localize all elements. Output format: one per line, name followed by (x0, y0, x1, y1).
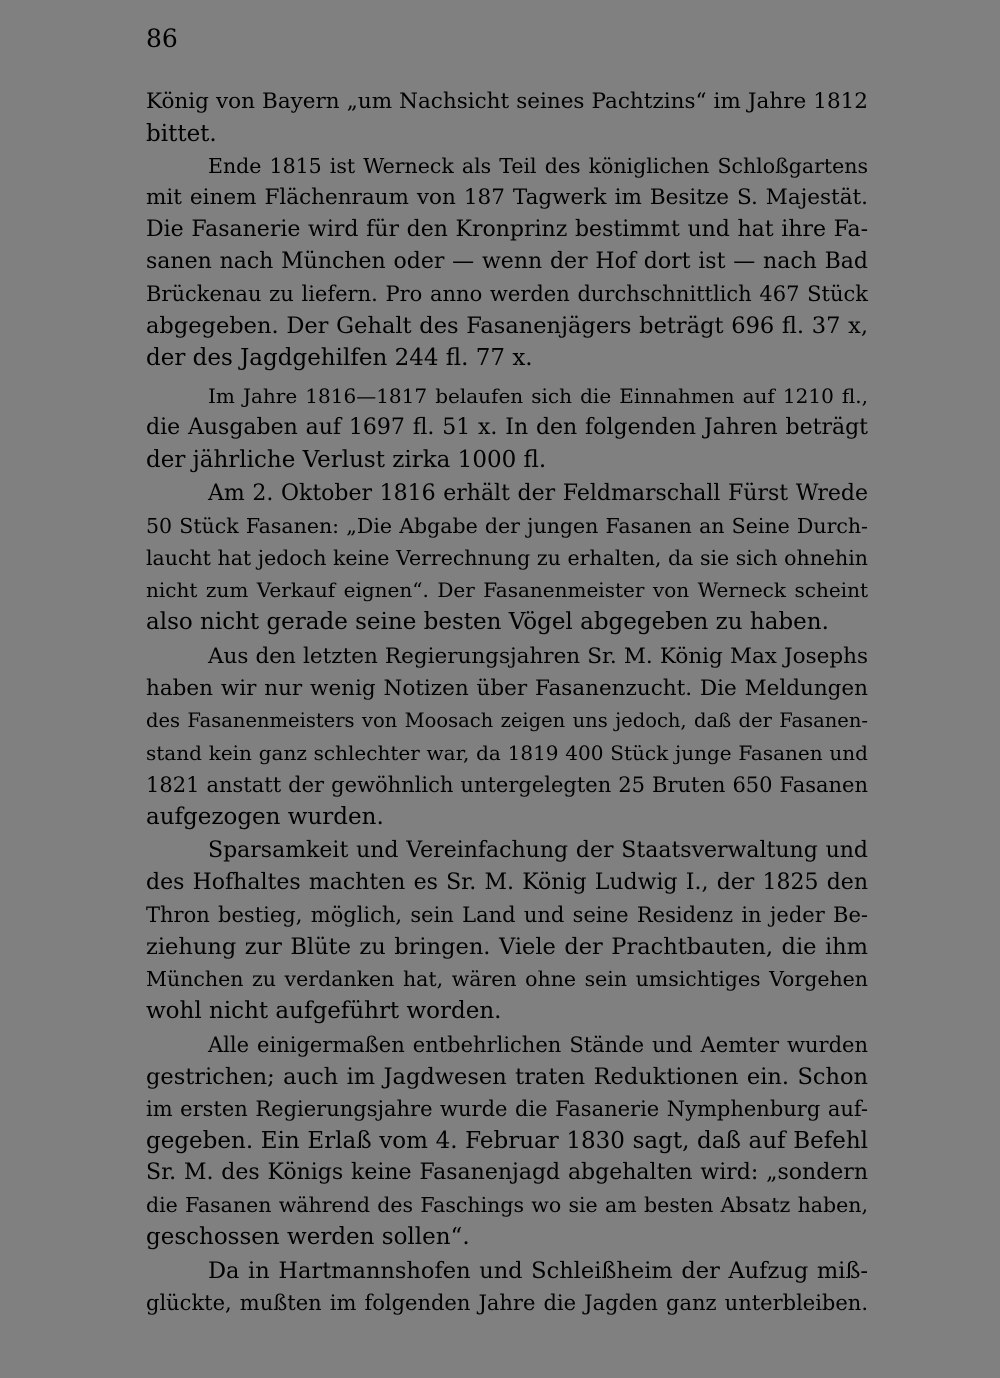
text-line: Die Fasanerie wird für den Kronprinz bestimmt und hat ihre Fa- (146, 217, 868, 242)
text-line: abgegeben. Der Gehalt des Fasanenjägers beträgt 696 fl. 37 x, (146, 313, 868, 339)
page-number: 86 (146, 24, 178, 53)
text-line: 1821 anstatt der gewöhnlich untergelegten 25 Bruten 650 Fasanen (146, 773, 868, 797)
text-line: mit einem Flächenraum von 187 Tagwerk im Besitze S. Majestät. (146, 185, 868, 210)
text-line: haben wir nur wenig Notizen über Fasanenzucht. Die Meldungen (146, 676, 868, 701)
text-line: Brückenau zu liefern. Pro anno werden durchschnittlich 467 Stück (146, 282, 868, 306)
text-line: der jährliche Verlust zirka 1000 fl. (146, 447, 547, 473)
paragraph-1 (146, 86, 868, 150)
text-line: Sparsamkeit und Vereinfachung der Staatsverwaltung und (208, 838, 868, 863)
paragraph-6 (146, 835, 868, 1027)
text-line: König von Bayern „um Nachsicht seines Pachtzins“ im Jahre 1812 (146, 89, 868, 114)
paragraph-5 (146, 641, 868, 833)
text-line: nicht zum Verkauf eignen“. Der Fasanenmeister von Werneck scheint (146, 578, 868, 602)
text-line: laucht hat jedoch keine Verrechnung zu erhalten, da sie sich ohnehin (146, 546, 868, 570)
text-line: Da in Hartmannshofen und Schleißheim der Aufzug miß- (208, 1258, 868, 1284)
paragraph-8 (146, 1255, 868, 1319)
text-line: die Ausgaben auf 1697 fl. 51 x. In den folgenden Jahren beträgt (146, 415, 868, 440)
text-line: aufgezogen wurden. (146, 804, 384, 830)
text-line: geschossen werden sollen“. (146, 1224, 470, 1250)
text-line: des Hofhaltes machten es Sr. M. König Ludwig I., der 1825 den (146, 870, 868, 895)
text-line: Am 2. Oktober 1816 erhält der Feldmarschall Fürst Wrede (208, 481, 868, 506)
text-line: stand kein ganz schlechter war, da 1819 400 Stück junge Fasanen und (146, 741, 868, 765)
text-line: bittet. (146, 121, 217, 147)
text-line: des Fasanenmeisters von Moosach zeigen uns jedoch, daß der Fasanen- (146, 709, 868, 732)
text-line: sanen nach München oder — wenn der Hof dort ist — nach Bad (146, 249, 868, 274)
text-line: ziehung zur Blüte zu bringen. Viele der Prachtbauten, die ihm (146, 934, 868, 960)
text-line: wohl nicht aufgeführt worden. (146, 998, 502, 1024)
text-line: die Fasanen während des Faschings wo sie am besten Absatz haben, (146, 1193, 868, 1217)
text-line: der des Jagdgehilfen 244 fl. 77 x. (146, 345, 533, 371)
text-line: glückte, mußten im folgenden Jahre die Jagden ganz unterbleiben. (146, 1291, 868, 1315)
paragraph-3 (146, 380, 868, 476)
text-line: 50 Stück Fasanen: „Die Abgabe der jungen Fasanen an Seine Durch- (146, 514, 868, 538)
text-line: Sr. M. des Königs keine Fasanenjagd abgehalten wird: „sondern (146, 1160, 868, 1185)
paragraph-4 (146, 478, 868, 638)
text-line: gestrichen; auch im Jagdwesen traten Reduktionen ein. Schon (146, 1064, 868, 1090)
paragraph-2 (146, 150, 868, 374)
text-line: gegeben. Ein Erlaß vom 4. Februar 1830 sagt, daß auf Befehl (146, 1128, 868, 1154)
paragraph-7 (146, 1029, 868, 1253)
text-line: Ende 1815 ist Werneck als Teil des königlichen Schloßgartens (208, 154, 868, 178)
text-line: Aus den letzten Regierungsjahren Sr. M. König Max Josephs (208, 644, 868, 669)
text-line: Alle einigermaßen entbehrlichen Stände und Aemter wurden (208, 1033, 868, 1057)
text-line: im ersten Regierungsjahre wurde die Fasanerie Nymphenburg auf- (146, 1097, 868, 1121)
text-line: München zu verdanken hat, wären ohne sein umsichtiges Vorgehen (146, 967, 868, 991)
text-line: Thron bestieg, möglich, sein Land und seine Residenz in jeder Be- (146, 903, 868, 927)
text-line: also nicht gerade seine besten Vögel abgegeben zu haben. (146, 609, 829, 635)
text-line: Im Jahre 1816—1817 belaufen sich die Einnahmen auf 1210 fl., (208, 384, 868, 408)
